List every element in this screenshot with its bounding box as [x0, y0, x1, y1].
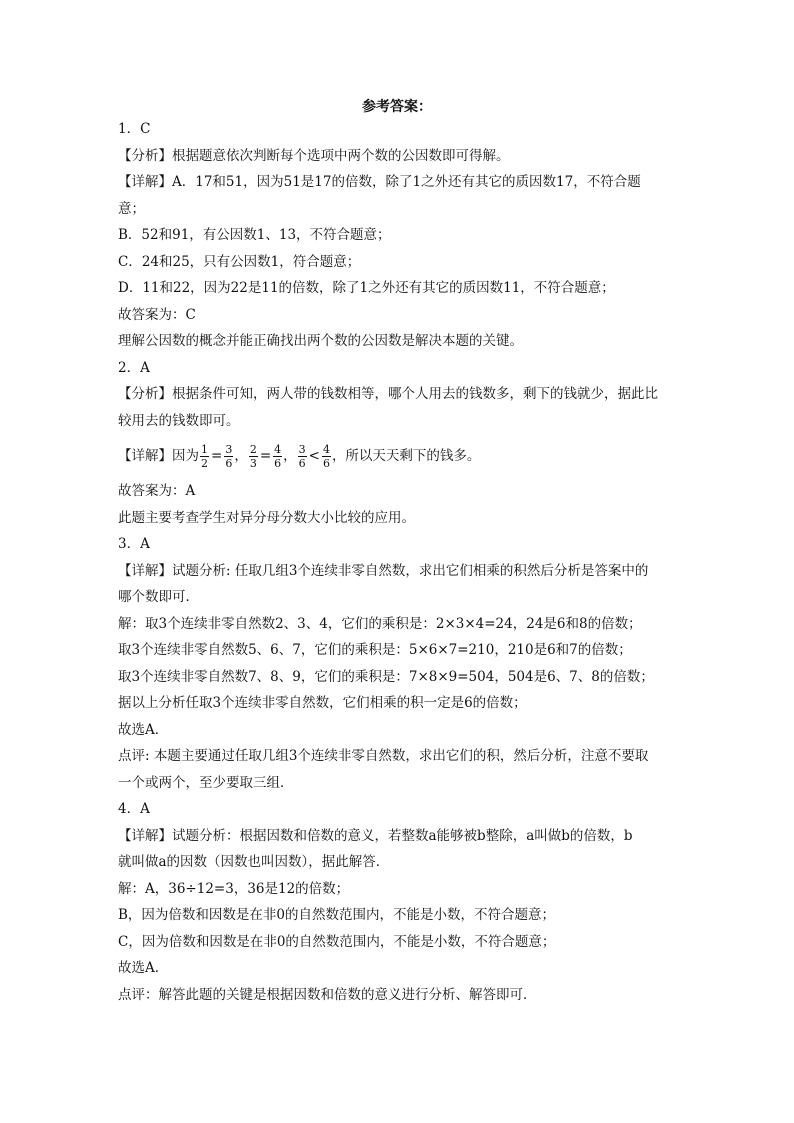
q1-detail-d: D．11和22，因为22是11的倍数，除了1之外还有其它的质因数11，不符合题意； [118, 280, 615, 296]
fraction-4-6: $\frac{4}{6}$ [274, 443, 282, 470]
q3-solution-2: 取3个连续非零自然数5、6、7，它们的乘积是：5×6×7=210，210是6和7的倍数； [118, 642, 632, 658]
q1-detail-b: B．52和91，有公因数1、13，不符合题意； [118, 227, 391, 243]
answer-content [118, 116, 678, 1008]
fraction-1-2: $\frac{1}{2}$ [201, 443, 208, 470]
fraction-3-6-b: $\frac{3}{6}$ [298, 443, 306, 470]
comma: ， [283, 448, 297, 464]
q2-detail-suffix: ，所以天天剩下的钱多。 [331, 448, 481, 464]
q1-answer: 1．C [118, 121, 151, 137]
q3-answer: 3．A [118, 536, 150, 552]
q3-solution-4: 据以上分析任取3个连续非零自然数，它们相乘的积一定是6的倍数； [118, 695, 527, 711]
page-title: 参考答案： [362, 99, 432, 115]
equals-sign: = [259, 448, 272, 464]
q3-comment-cont: 一个或两个，至少要取三组． [118, 774, 294, 791]
q1-analysis: 【分析】根据题意依次判断每个选项中两个数的公因数即可得解。 [118, 147, 510, 164]
q2-analysis-cont: 较用去的钱数即可。 [118, 412, 240, 429]
q4-solution-b: B，因为倍数和因数是在非0的自然数范围内，不能是小数，不符合题意； [118, 907, 556, 923]
less-than-sign: < [308, 448, 320, 464]
q3-choose: 故选A． [118, 721, 169, 738]
equals-sign: = [211, 448, 223, 464]
q4-comment: 点评：解答此题的关键是根据因数和倍数的意义进行分析、解答即可． [118, 986, 537, 1003]
q1-detail-a: 【详解】A．17和51，因为51是17的倍数，除了1之外还有其它的质因数17，不符合题 [118, 174, 641, 190]
q2-detail-prefix: 【详解】因为 [118, 448, 199, 464]
comma: ， [234, 448, 248, 464]
fraction-3-6: $\frac{3}{6}$ [225, 443, 233, 470]
q1-conclusion: 故答案为：C [118, 306, 196, 323]
q3-solution-1: 解：取3个连续非零自然数2、3、4，它们的乘积是：2×3×4=24，24是6和8的倍数； [118, 615, 642, 632]
q1-comment: 理解公因数的概念并能正确找出两个数的公因数是解决本题的关键。 [118, 333, 523, 349]
q3-detail-cont: 哪个数即可． [118, 589, 199, 605]
q2-answer: 2．A [118, 359, 150, 376]
q4-choose: 故选A． [118, 960, 169, 976]
q2-analysis: 【分析】根据条件可知，两人带的钱数相等，哪个人用去的钱数多，剩下的钱就少，据此比 [118, 386, 658, 402]
q2-comment: 此题主要考查学生对异分母分数大小比较的应用。 [118, 509, 415, 526]
q3-solution-3: 取3个连续非零自然数7、8、9，它们的乘积是：7×8×9=504，504是6、7、8的倍数； [118, 668, 654, 685]
q4-solution-c: C，因为倍数和因数是在非0的自然数范围内，不能是小数，不符合题意； [118, 933, 556, 950]
q2-conclusion: 故答案为：A [118, 483, 196, 499]
q3-comment: 点评: 本题主要通过任取几组3个连续非零自然数，求出它们的积，然后分析，注意不要取 [118, 748, 649, 764]
q1-detail-c: C．24和25，只有公因数1，符合题意； [118, 253, 361, 270]
q4-solution-a: 解：A，36÷12=3，36是12的倍数； [118, 880, 350, 897]
q4-detail: 【详解】试题分析：根据因数和倍数的意义，若整数a能够被b整除，a叫做b的倍数，b [118, 827, 633, 844]
fraction-2-3: $\frac{2}{3}$ [249, 443, 257, 470]
q1-detail-a-cont: 意； [118, 200, 145, 217]
fraction-4-6-b: $\frac{4}{6}$ [322, 443, 330, 470]
q2-detail [118, 434, 678, 478]
q4-detail-cont: 就叫做a的因数（因数也叫因数），据此解答． [118, 854, 390, 870]
q4-answer: 4．A [118, 801, 150, 817]
q3-detail: 【详解】试题分析: 任取几组3个连续非零自然数，求出它们相乘的积然后分析是答案中的 [118, 562, 649, 579]
